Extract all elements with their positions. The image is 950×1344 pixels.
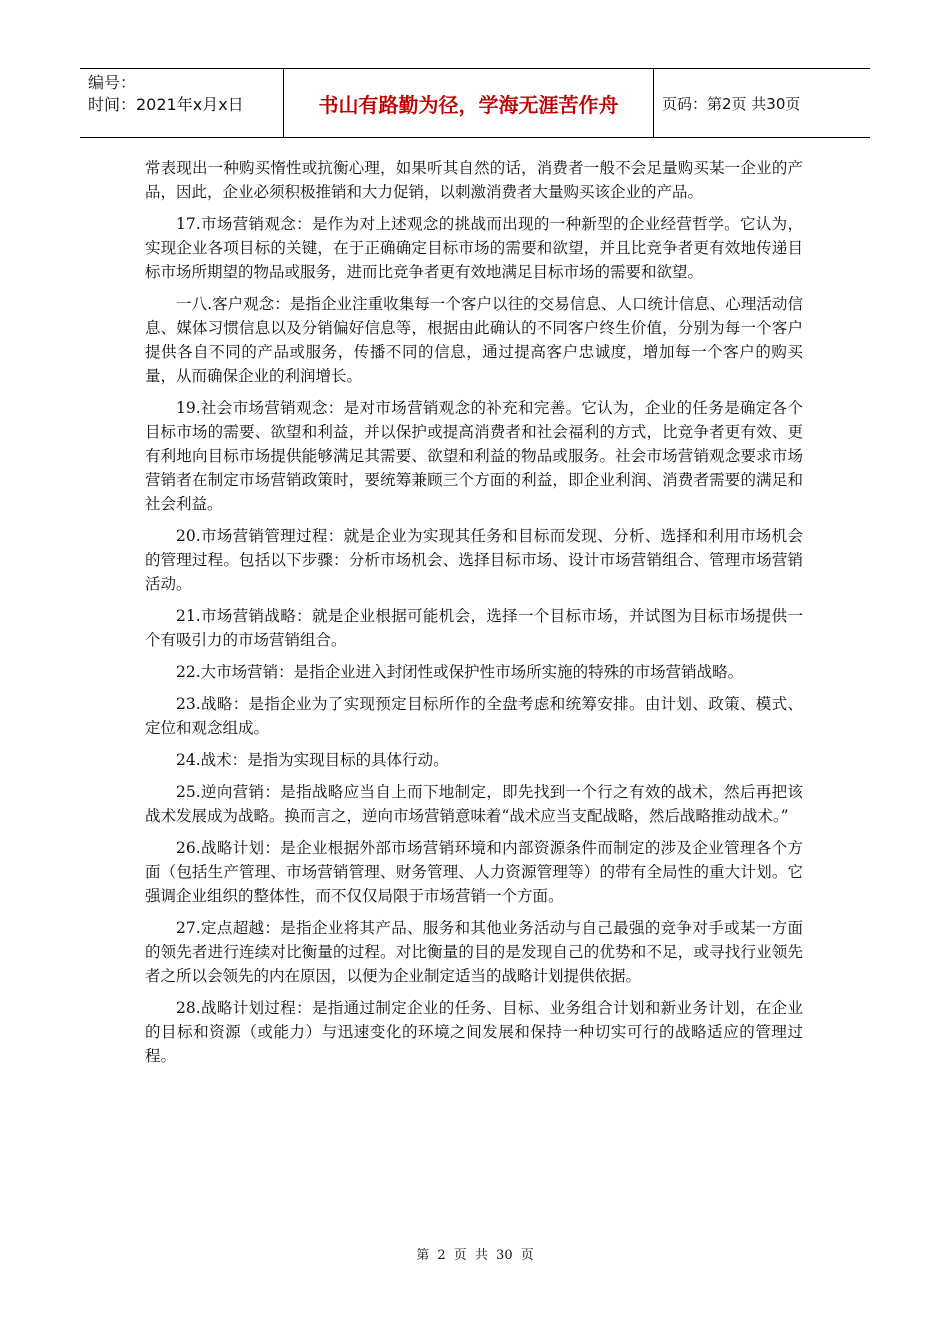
document-body	[145, 156, 803, 1076]
paragraph-item-25: 25.逆向营销：是指战略应当自上而下地制定，即先找到一个行之有效的战术，然后再把该战术发展成为战略。换而言之，逆向市场营销意味着“战术应当支配战略，然后战略推动战术。”	[145, 783, 803, 825]
header-page-info: 页码：第2页 共30页	[662, 94, 801, 113]
paragraph-item-23: 23.战略：是指企业为了实现预定目标所作的全盘考虑和统筹安排。由计划、政策、模式、定位和观念组成。	[145, 695, 803, 737]
page-footer: 第 2 页 共 30 页	[416, 1248, 534, 1263]
time-label: 时间：2021年x月x日	[88, 95, 244, 114]
header-motto: 书山有路勤为径，学海无涯苦作舟	[283, 69, 654, 137]
header-meta	[80, 69, 283, 137]
paragraph-item-19: 19.社会市场营销观念：是对市场营销观念的补充和完善。它认为，企业的任务是确定各个目标市场的需要、欲望和利益，并以保护或提高消费者和社会福利的方式，比竞争者更有效、更有利地向目标市场提供能够满足其需要、欲望和利益的物品或服务。社会市场营销观念要求市场营销者在制定市场营销政策时，要统筹兼顾三个方面的利益，即企业利润、消费者需要的满足和社会利益。	[145, 399, 803, 513]
paragraph-item-24: 24.战术：是指为实现目标的具体行动。	[176, 751, 449, 769]
paragraph-item-20: 20.市场营销管理过程：就是企业为实现其任务和目标而发现、分析、选择和利用市场机会的管理过程。包括以下步骤：分析市场机会、选择目标市场、设计市场营销组合、管理市场营销活动。	[145, 527, 803, 593]
page-header	[80, 68, 870, 138]
paragraph-continuation: 常表现出一种购买惰性或抗衡心理，如果听其自然的话，消费者一般不会足量购买某一企业的产品，因此，企业必须积极推销和大力促销，以刺激消费者大量购买该企业的产品。	[145, 159, 803, 201]
paragraph-item-27: 27.定点超越：是指企业将其产品、服务和其他业务活动与自己最强的竞争对手或某一方面的领先者进行连续对比衡量的过程。对比衡量的目的是发现自己的优势和不足，或寻找行业领先者之所以会领先的内在原因，以便为企业制定适当的战略计划提供依据。	[145, 919, 803, 985]
paragraph-item-17: 17.市场营销观念：是作为对上述观念的挑战而出现的一种新型的企业经营哲学。它认为，实现企业各项目标的关键，在于正确确定目标市场的需要和欲望，并且比竞争者更有效地传递目标市场所期望的物品或服务，进而比竞争者更有效地满足目标市场的需要和欲望。	[145, 215, 803, 281]
paragraph-item-26: 26.战略计划：是企业根据外部市场营销环境和内部资源条件而制定的涉及企业管理各个方面（包括生产管理、市场营销管理、财务管理、人力资源管理等）的带有全局性的重大计划。它强调企业组织的整体性，而不仅仅局限于市场营销一个方面。	[145, 839, 803, 905]
code-label: 编号：	[88, 73, 137, 92]
paragraph-item-21: 21.市场营销战略：就是企业根据可能机会，选择一个目标市场，并试图为目标市场提供一个有吸引力的市场营销组合。	[145, 607, 803, 649]
paragraph-item-28: 28.战略计划过程：是指通过制定企业的任务、目标、业务组合计划和新业务计划，在企业的目标和资源（或能力）与迅速变化的环境之间发展和保持一种切实可行的战略适应的管理过程。	[145, 999, 803, 1065]
paragraph-item-22: 22.大市场营销：是指企业进入封闭性或保护性市场所实施的特殊的市场营销战略。	[176, 663, 744, 681]
paragraph-item-18: 一八.客户观念：是指企业注重收集每一个客户以往的交易信息、人口统计信息、心理活动信息、媒体习惯信息以及分销偏好信息等，根据由此确认的不同客户终生价值，分别为每一个客户提供各自不同的产品或服务，传播不同的信息，通过提高客户忠诚度，增加每一个客户的购买量，从而确保企业的利润增长。	[145, 295, 803, 385]
